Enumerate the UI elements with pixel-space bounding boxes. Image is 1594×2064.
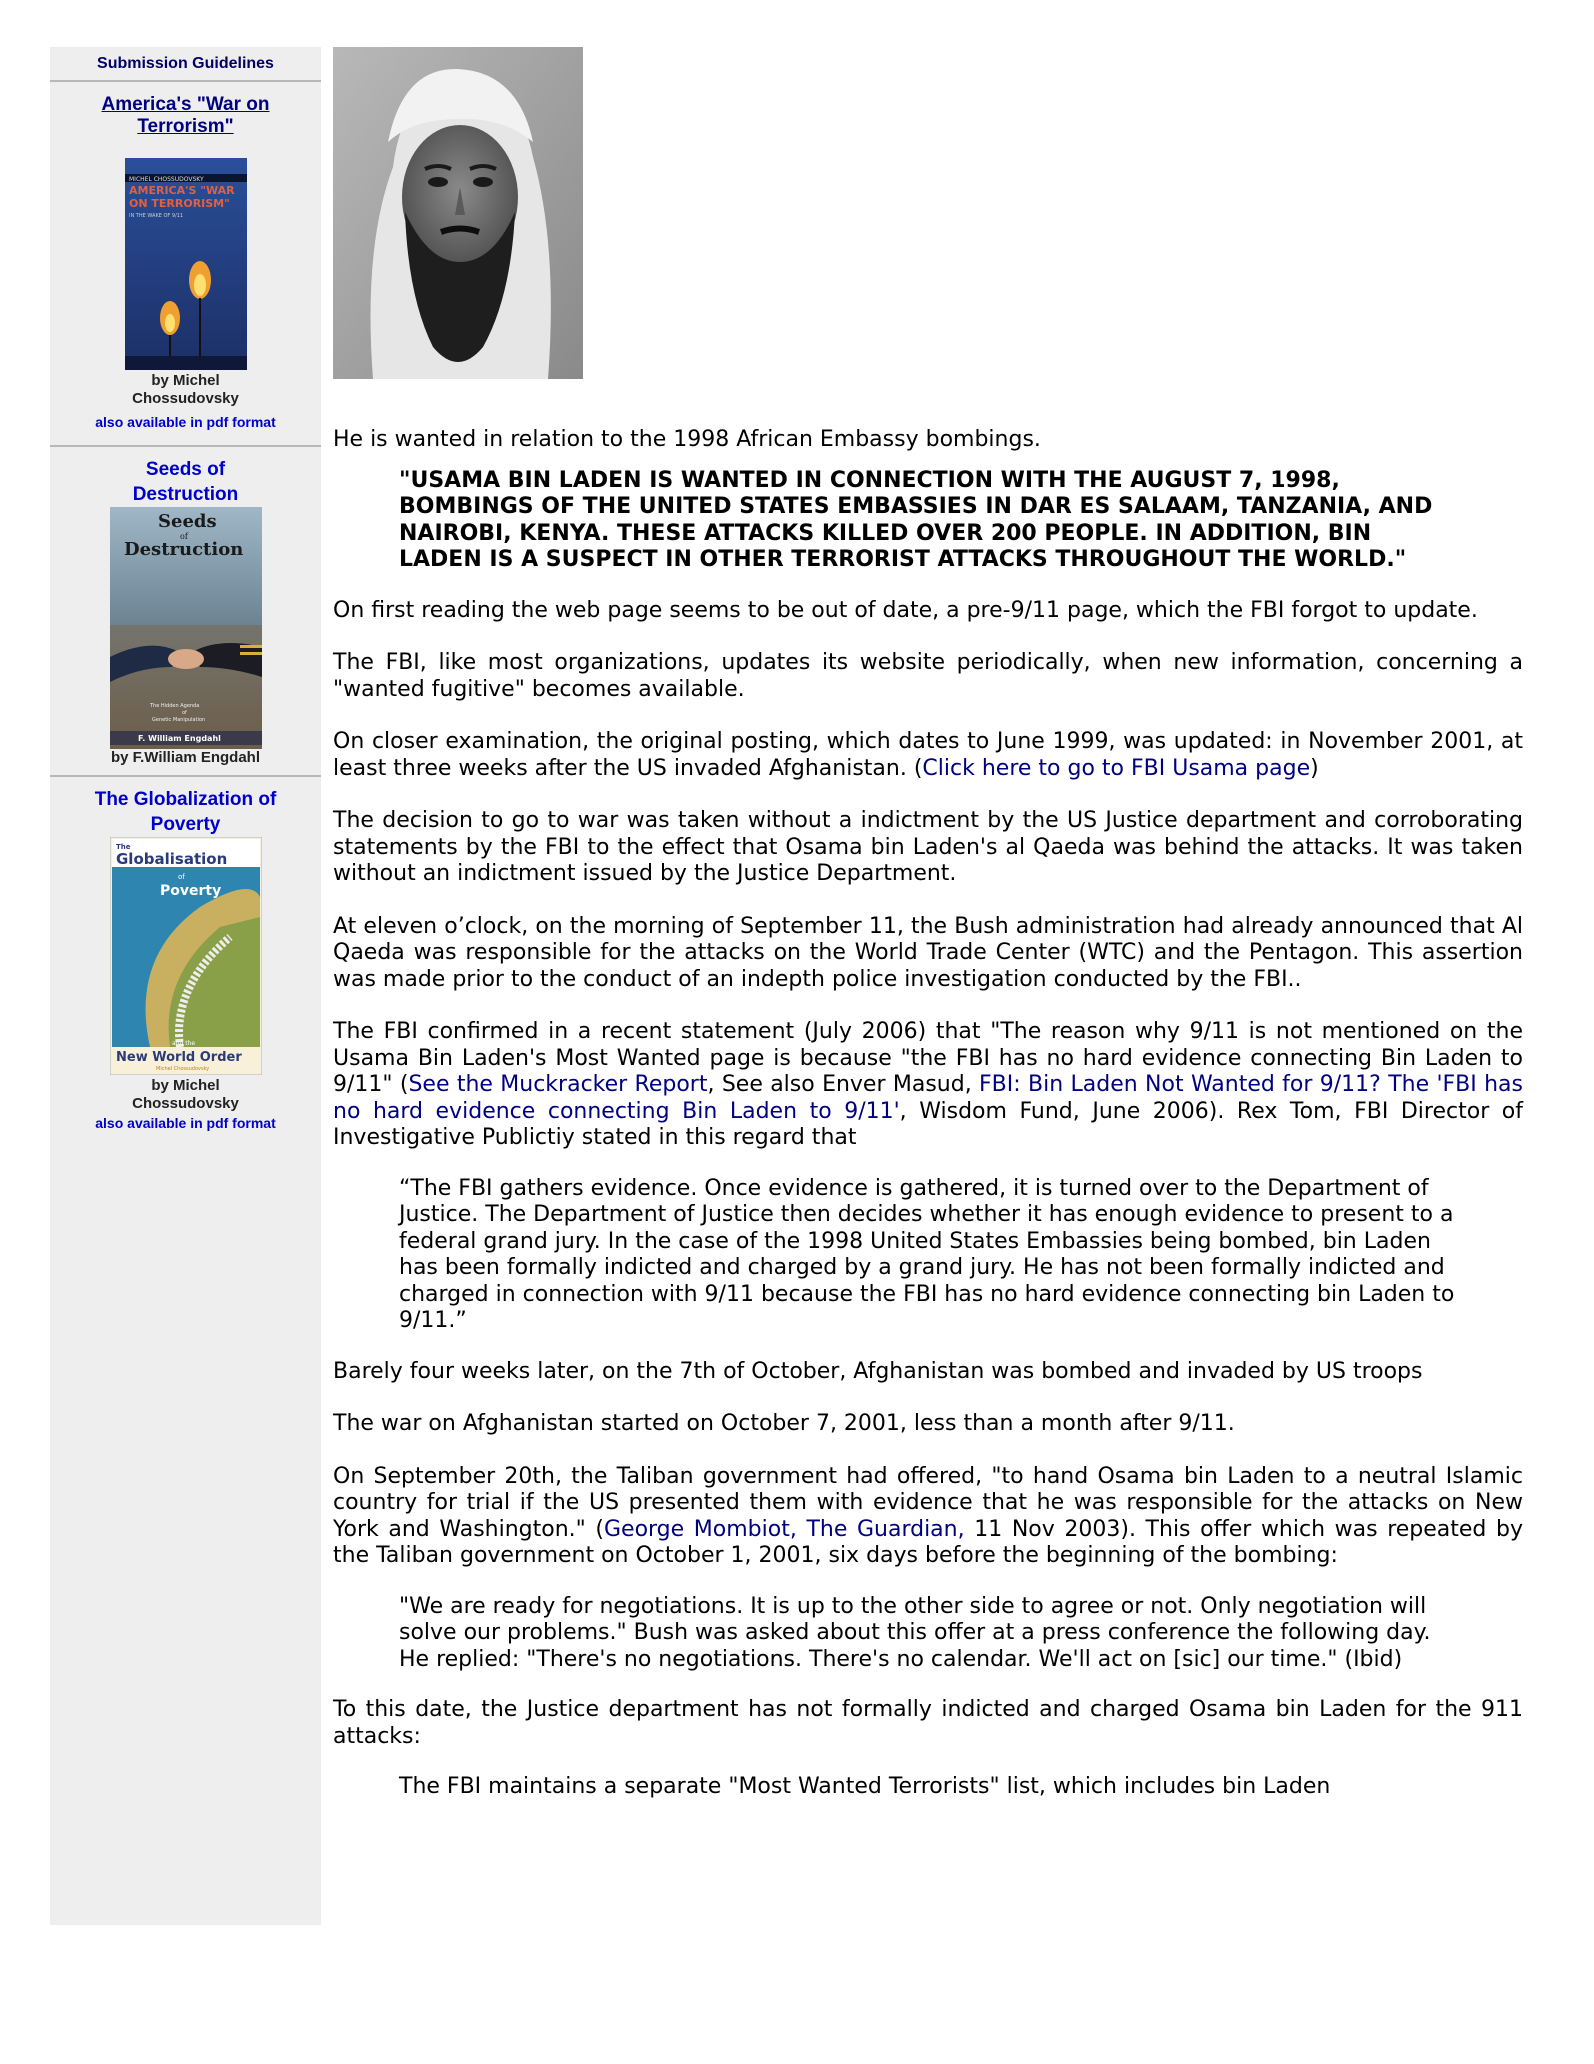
cover-text: The (115, 843, 131, 851)
book-author: by F.William Engdahl (110, 749, 261, 766)
pdf-format-link[interactable]: also available in pdf format (95, 1115, 276, 1131)
paragraph (333, 1464, 1523, 1570)
main-content (333, 47, 1523, 1801)
text-run: , Wisdom Fund, June 2006). Rex Tom, FBI Director of Investigative Publictiy stated in this regard that (333, 1098, 1523, 1150)
text-run: On closer examination, the original posting, which dates to June 1999, was updated: in November 2001, at least three weeks after the US invaded Afghanistan. ( (333, 729, 1523, 781)
guardian-mombiot-link[interactable]: George Mombiot, The Guardian, (603, 1516, 965, 1542)
book-globalization-of-poverty (50, 777, 321, 1133)
text-run: , See also Enver Masud, (707, 1072, 980, 1097)
cover-text: and the (171, 1040, 195, 1047)
book-author: by Michel (151, 372, 220, 389)
cover-text: Poverty (159, 883, 221, 899)
paragraph: The war on Afghanistan started on October 7, 2001, less than a month after 9/11. (333, 1411, 1235, 1436)
pdf-format-link[interactable]: also available in pdf format (95, 414, 276, 430)
paragraph (333, 729, 1523, 782)
paragraph: He is wanted in relation to the 1998 African Embassy bombings. (333, 427, 1041, 452)
cover-text: of (181, 710, 187, 716)
fbi-bin-laden-not-wanted-link[interactable]: FBI: Bin Laden Not Wanted for 9/11? The 'FBI has no hard evidence connecting Bin Laden to 9/11' (333, 1072, 1523, 1124)
book-seeds-of-destruction (50, 447, 321, 777)
book-america-war-on-terrorism (50, 82, 321, 447)
paragraph: To this date, the Justice department has not formally indicted and charged Osama bin Laden for the 911 attacks: (333, 1697, 1523, 1749)
cover-text: of (177, 873, 185, 881)
cover-text: Seeds (157, 511, 217, 532)
sidebar (50, 47, 321, 1925)
cover-text: ON TERRORISM" (128, 197, 230, 210)
book-cover-america-war-on-terrorism[interactable] (125, 158, 247, 370)
paragraph: The FBI, like most organizations, updates its website periodically, when new information, concerning a "wanted fugitive" becomes available. (333, 650, 1523, 702)
book-author: Chossudovsky (132, 1095, 239, 1112)
portrait-photo (333, 47, 583, 379)
book-title-link[interactable]: America's "War on Terrorism" (101, 94, 270, 137)
book-title-link[interactable]: Seeds of Destruction (132, 459, 239, 505)
cover-text: Destruction (123, 539, 243, 560)
paragraph: On first reading the web page seems to be out of date, a pre-9/11 page, which the FBI forgot to update. (333, 597, 1478, 623)
paragraph: Barely four weeks later, on the 7th of October, Afghanistan was bombed and invaded by US troops (333, 1358, 1423, 1384)
cover-text: F. William Engdahl (137, 734, 221, 743)
book-author: Chossudovsky (132, 390, 239, 407)
paragraph (333, 1019, 1523, 1152)
cover-text: of (179, 532, 188, 541)
cover-text: AMERICA'S "WAR (128, 184, 235, 197)
text-run: 11 Nov 2003). This offer which was repeated by the Taliban government on October 1, 2001, six days before the beginning of the bombing: (333, 1516, 1523, 1568)
book-cover-seeds-of-destruction[interactable] (110, 507, 262, 749)
paragraph: The decision to go to war was taken without a indictment by the US Justice department and corroborating statements by the FBI to the effect that Osama bin Laden's al Qaeda was behind the attacks. It was taken without an indictment issued by the Justice Department. (333, 808, 1523, 886)
cover-text: Michel Chossudovsky (155, 1066, 209, 1072)
book-author: by Michel (151, 1077, 220, 1094)
cover-text: New World Order (115, 1050, 242, 1065)
book-title-link[interactable]: The Globalization of Poverty (94, 789, 277, 835)
book-cover-globalization-of-poverty[interactable] (110, 837, 262, 1075)
text-run: ) (1310, 755, 1319, 781)
text-run: The FBI confirmed in a recent statement (July 2006) that "The reason why 9/11 is not mentioned on the Usama Bin Laden's Most Wanted page is because "the FBI has no hard evidence connecting Bin Laden to 9/11" ( (333, 1019, 1523, 1097)
fbi-usama-page-link[interactable]: Click here to go to FBI Usama page (922, 755, 1311, 781)
paragraph: At eleven o’clock, on the morning of September 11, the Bush administration had already announced that Al Qaeda was responsible for the attacks on the World Trade Center (WTC) and the Pentagon. This assertion was made prior to the conduct of an indepth police investigation conducted by the FBI.. (333, 913, 1523, 992)
submission-guidelines-link[interactable]: Submission Guidelines (50, 47, 321, 82)
muckracker-report-link[interactable]: See the Muckracker Report (408, 1072, 708, 1097)
block-quote: "We are ready for negotiations. It is up to the other side to agree or not. Only negotiation will solve our problems." Bush was asked about this offer at a press conference the following day. He replied: "There's no negotiations. There's no calendar. We'll act on [sic] our time." (Ibid) (399, 1593, 1431, 1672)
cover-text: Globalisation (115, 850, 227, 868)
block-quote: The FBI maintains a separate "Most Wanted Terrorists" list, which includes bin Laden (399, 1774, 1331, 1799)
text-run: On September 20th, the Taliban government had offered, "to hand Osama bin Laden to a neutral Islamic country for trial if the US presented them with evidence that he was responsible for the attacks on New York and Washington." ( (333, 1463, 1523, 1542)
block-quote: “The FBI gathers evidence. Once evidence is gathered, it is turned over to the Department of Justice. The Department of Justice then decides whether it has enough evidence to present to a federal grand jury. In the case of the 1998 United States Embassies being bombed, bin Laden has been formally indicted and charged by a grand jury. He has not been formally indicted and charged in connection with 9/11 because the FBI has no hard evidence connecting bin Laden to 9/11.” (399, 1175, 1455, 1333)
cover-text: The Hidden Agenda (149, 703, 199, 709)
fbi-wanted-quote: "USAMA BIN LADEN IS WANTED IN CONNECTION WITH THE AUGUST 7, 1998, BOMBINGS OF THE UNITED STATES EMBASSIES IN DAR ES SALAAM, TANZANIA, AND NAIROBI, KENYA. THESE ATTACKS KILLED OVER 200 PEOPLE. IN ADDITION, BIN LADEN IS A SUSPECT IN OTHER TERRORIST ATTACKS THROUGHOUT THE WORLD." (399, 467, 1433, 572)
cover-text: IN THE WAKE OF 9/11 (128, 213, 183, 219)
cover-text: Genetic Manipulation (151, 717, 205, 723)
cover-text: MICHEL CHOSSUDOVSKY (128, 176, 204, 183)
